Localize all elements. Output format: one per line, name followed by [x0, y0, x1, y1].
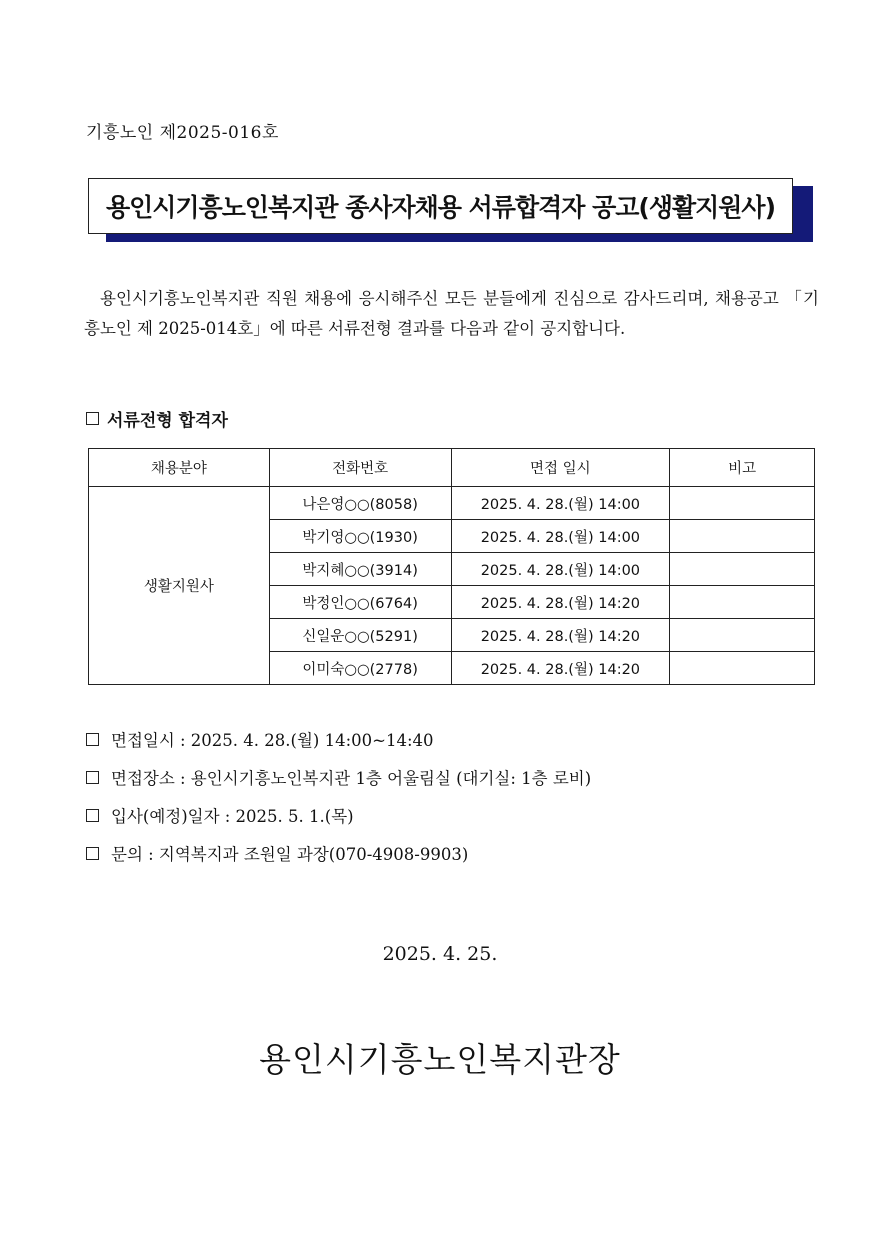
datetime-cell: 2025. 4. 28.(월) 14:00: [451, 487, 670, 520]
announcement-date: 2025. 4. 25.: [382, 943, 498, 965]
datetime-cell: 2025. 4. 28.(월) 14:00: [451, 520, 670, 553]
checkbox-square-icon: [86, 412, 99, 425]
remarks-cell: [670, 586, 815, 619]
phone-cell: 이미숙○○(2778): [269, 652, 451, 685]
note-text: 문의 : 지역복지과 조원일 과장(070-4908-9903): [111, 845, 469, 864]
document-title-text: 용인시기흥노인복지관 종사자채용 서류합격자 공고(생활지원사): [105, 193, 775, 222]
note-text: 입사(예정)일자 : 2025. 5. 1.(목): [111, 807, 354, 826]
table-header-row: [89, 449, 815, 487]
notes-list: [86, 720, 591, 872]
phone-cell: 박지혜○○(3914): [269, 553, 451, 586]
header-phone: 전화번호: [269, 449, 451, 487]
phone-cell: 박기영○○(1930): [269, 520, 451, 553]
document-title: [88, 178, 793, 234]
phone-cell: 신일운○○(5291): [269, 619, 451, 652]
remarks-cell: [670, 553, 815, 586]
checkbox-square-icon: [86, 847, 99, 860]
header-category: 채용분야: [89, 449, 270, 487]
note-interview-datetime: [86, 720, 591, 758]
section-heading: [86, 406, 228, 431]
header-interview-datetime: 면접 일시: [451, 449, 670, 487]
document-number: 기흥노인 제2025-016호: [86, 123, 279, 143]
category-cell: 생활지원사: [89, 487, 270, 685]
datetime-cell: 2025. 4. 28.(월) 14:00: [451, 553, 670, 586]
remarks-cell: [670, 487, 815, 520]
table-row: [89, 487, 815, 520]
section-heading-text: 서류전형 합격자: [107, 411, 228, 431]
remarks-cell: [670, 652, 815, 685]
applicant-table: [88, 448, 815, 685]
phone-cell: 박정인○○(6764): [269, 586, 451, 619]
signer-title: 용인시기흥노인복지관장: [259, 1040, 621, 1079]
header-remarks: 비고: [670, 449, 815, 487]
note-text: 면접장소 : 용인시기흥노인복지관 1층 어울림실 (대기실: 1층 로비): [111, 769, 592, 788]
note-start-date: [86, 796, 591, 834]
remarks-cell: [670, 619, 815, 652]
note-interview-location: [86, 758, 591, 796]
checkbox-square-icon: [86, 733, 99, 746]
datetime-cell: 2025. 4. 28.(월) 14:20: [451, 586, 670, 619]
checkbox-square-icon: [86, 771, 99, 784]
datetime-cell: 2025. 4. 28.(월) 14:20: [451, 619, 670, 652]
checkbox-square-icon: [86, 809, 99, 822]
phone-cell: 나은영○○(8058): [269, 487, 451, 520]
note-contact: [86, 834, 591, 872]
datetime-cell: 2025. 4. 28.(월) 14:20: [451, 652, 670, 685]
intro-paragraph: 용인시기흥노인복지관 직원 채용에 응시해주신 모든 분들에게 진심으로 감사드리며, 채용공고 「기흥노인 제 2025-014호」에 따른 서류전형 결과를 다음과 같이 공지합니다.: [84, 289, 819, 338]
note-text: 면접일시 : 2025. 4. 28.(월) 14:00~14:40: [111, 731, 434, 750]
remarks-cell: [670, 520, 815, 553]
